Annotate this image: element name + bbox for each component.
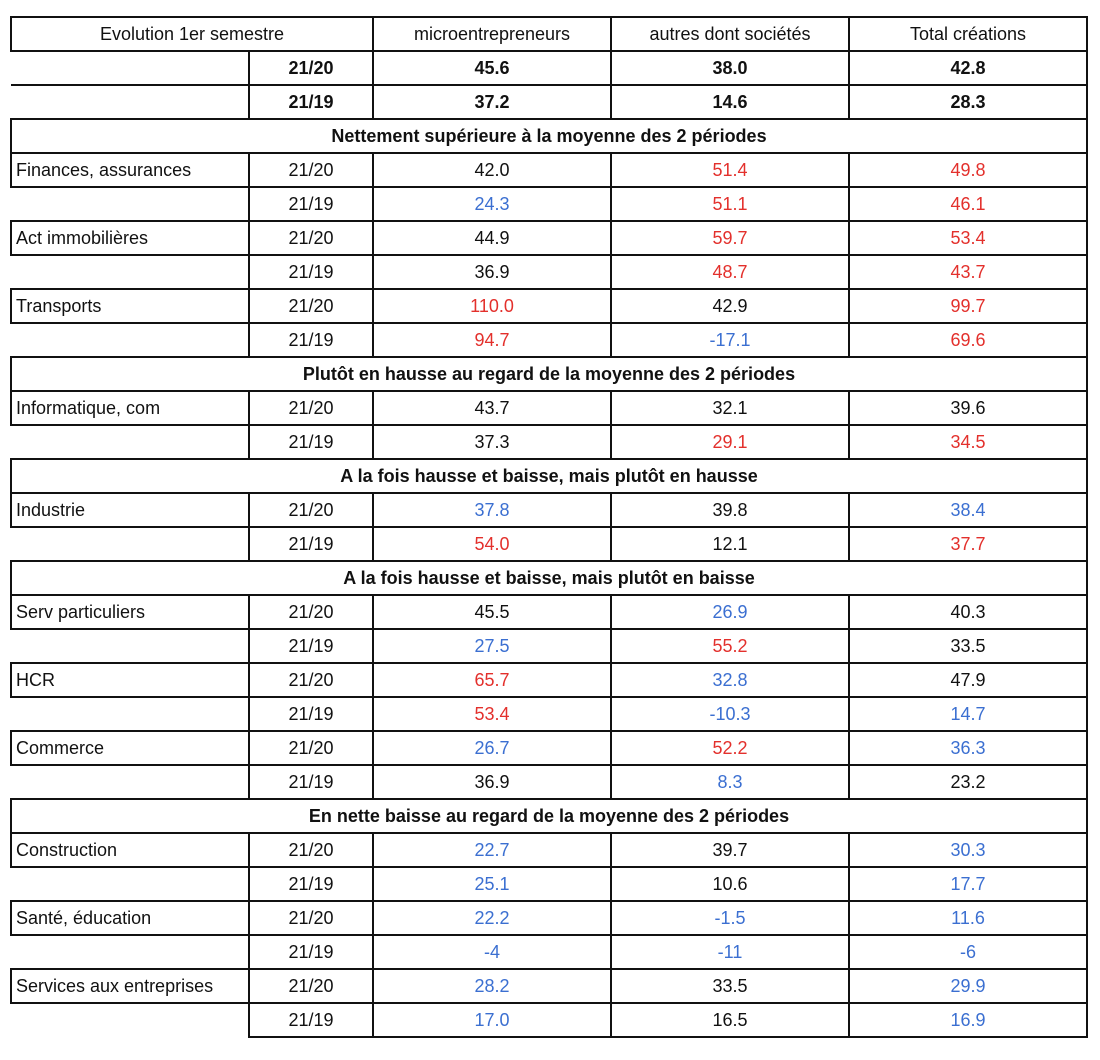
table-row xyxy=(11,697,1087,731)
sector-label: Santé, éducation xyxy=(11,901,249,935)
period-cell: 21/20 xyxy=(249,595,373,629)
section-row xyxy=(11,357,1087,391)
empty-cell xyxy=(11,51,249,85)
period-cell: 21/19 xyxy=(249,935,373,969)
value-cell: 55.2 xyxy=(611,629,849,663)
table-row xyxy=(11,731,1087,765)
table-row xyxy=(11,527,1087,561)
empty-cell xyxy=(11,935,249,969)
sector-label: HCR xyxy=(11,663,249,697)
value-cell: 12.1 xyxy=(611,527,849,561)
value-cell: 46.1 xyxy=(849,187,1087,221)
sector-label: Construction xyxy=(11,833,249,867)
period-cell: 21/20 xyxy=(249,391,373,425)
value-cell: 28.2 xyxy=(373,969,611,1003)
value-cell: 43.7 xyxy=(373,391,611,425)
value-cell: 28.3 xyxy=(849,85,1087,119)
value-cell: 30.3 xyxy=(849,833,1087,867)
period-cell: 21/19 xyxy=(249,867,373,901)
section-row xyxy=(11,799,1087,833)
value-cell: 14.7 xyxy=(849,697,1087,731)
table-row xyxy=(11,255,1087,289)
value-cell: -4 xyxy=(373,935,611,969)
value-cell: 45.6 xyxy=(373,51,611,85)
section-title: En nette baisse au regard de la moyenne des 2 périodes xyxy=(11,799,1087,833)
value-cell: 36.3 xyxy=(849,731,1087,765)
value-cell: 37.3 xyxy=(373,425,611,459)
section-row xyxy=(11,561,1087,595)
section-title: Plutôt en hausse au regard de la moyenne des 2 périodes xyxy=(11,357,1087,391)
table-row xyxy=(11,901,1087,935)
value-cell: 52.2 xyxy=(611,731,849,765)
total-row xyxy=(11,51,1087,85)
value-cell: 40.3 xyxy=(849,595,1087,629)
column-header: autres dont sociétés xyxy=(611,17,849,51)
period-cell: 21/19 xyxy=(249,527,373,561)
table-row xyxy=(11,289,1087,323)
table-body xyxy=(11,17,1087,1037)
value-cell: 51.4 xyxy=(611,153,849,187)
value-cell: 49.8 xyxy=(849,153,1087,187)
sector-label: Services aux entreprises xyxy=(11,969,249,1003)
table-row xyxy=(11,425,1087,459)
sector-label: Act immobilières xyxy=(11,221,249,255)
value-cell: 16.9 xyxy=(849,1003,1087,1037)
period-cell: 21/19 xyxy=(249,629,373,663)
period-cell: 21/19 xyxy=(249,425,373,459)
period-cell: 21/19 xyxy=(249,1003,373,1037)
table-row xyxy=(11,187,1087,221)
value-cell: 45.5 xyxy=(373,595,611,629)
value-cell: 17.7 xyxy=(849,867,1087,901)
empty-cell xyxy=(11,425,249,459)
value-cell: 36.9 xyxy=(373,765,611,799)
value-cell: -17.1 xyxy=(611,323,849,357)
value-cell: 25.1 xyxy=(373,867,611,901)
period-cell: 21/20 xyxy=(249,153,373,187)
value-cell: 34.5 xyxy=(849,425,1087,459)
period-cell: 21/19 xyxy=(249,697,373,731)
value-cell: 44.9 xyxy=(373,221,611,255)
value-cell: 42.8 xyxy=(849,51,1087,85)
empty-cell xyxy=(11,255,249,289)
table-row xyxy=(11,221,1087,255)
value-cell: 26.7 xyxy=(373,731,611,765)
value-cell: -11 xyxy=(611,935,849,969)
table-row xyxy=(11,629,1087,663)
empty-cell xyxy=(11,765,249,799)
sector-label: Finances, assurances xyxy=(11,153,249,187)
value-cell: 11.6 xyxy=(849,901,1087,935)
value-cell: -6 xyxy=(849,935,1087,969)
period-cell: 21/20 xyxy=(249,493,373,527)
table-row xyxy=(11,765,1087,799)
value-cell: 42.9 xyxy=(611,289,849,323)
value-cell: 38.0 xyxy=(611,51,849,85)
period-cell: 21/19 xyxy=(249,765,373,799)
section-title: A la fois hausse et baisse, mais plutôt en baisse xyxy=(11,561,1087,595)
value-cell: 54.0 xyxy=(373,527,611,561)
value-cell: 37.8 xyxy=(373,493,611,527)
table-row xyxy=(11,935,1087,969)
value-cell: 36.9 xyxy=(373,255,611,289)
section-row xyxy=(11,119,1087,153)
header-title: Evolution 1er semestre xyxy=(11,17,373,51)
creation-evolution-table xyxy=(10,16,1088,1038)
value-cell: 32.1 xyxy=(611,391,849,425)
table-row xyxy=(11,493,1087,527)
value-cell: -10.3 xyxy=(611,697,849,731)
period-cell: 21/19 xyxy=(249,187,373,221)
empty-cell xyxy=(11,867,249,901)
period-cell: 21/20 xyxy=(249,221,373,255)
table-row xyxy=(11,391,1087,425)
table-row xyxy=(11,969,1087,1003)
header-row xyxy=(11,17,1087,51)
value-cell: 38.4 xyxy=(849,493,1087,527)
value-cell: 8.3 xyxy=(611,765,849,799)
empty-cell xyxy=(11,527,249,561)
value-cell: 42.0 xyxy=(373,153,611,187)
value-cell: 39.6 xyxy=(849,391,1087,425)
value-cell: 39.8 xyxy=(611,493,849,527)
table-row xyxy=(11,595,1087,629)
value-cell: 53.4 xyxy=(373,697,611,731)
empty-cell xyxy=(11,1003,249,1037)
value-cell: 10.6 xyxy=(611,867,849,901)
value-cell: 33.5 xyxy=(849,629,1087,663)
value-cell: 33.5 xyxy=(611,969,849,1003)
table-row xyxy=(11,323,1087,357)
value-cell: 24.3 xyxy=(373,187,611,221)
section-title: Nettement supérieure à la moyenne des 2 périodes xyxy=(11,119,1087,153)
value-cell: 17.0 xyxy=(373,1003,611,1037)
value-cell: 65.7 xyxy=(373,663,611,697)
value-cell: 37.2 xyxy=(373,85,611,119)
value-cell: 47.9 xyxy=(849,663,1087,697)
period-cell: 21/19 xyxy=(249,323,373,357)
table-row xyxy=(11,867,1087,901)
sector-label: Commerce xyxy=(11,731,249,765)
table-row xyxy=(11,833,1087,867)
table-row xyxy=(11,663,1087,697)
value-cell: 26.9 xyxy=(611,595,849,629)
value-cell: 16.5 xyxy=(611,1003,849,1037)
value-cell: 22.2 xyxy=(373,901,611,935)
empty-cell xyxy=(11,697,249,731)
empty-cell xyxy=(11,187,249,221)
value-cell: 14.6 xyxy=(611,85,849,119)
period-cell: 21/19 xyxy=(249,255,373,289)
period-cell: 21/20 xyxy=(249,289,373,323)
period-cell: 21/20 xyxy=(249,833,373,867)
value-cell: 69.6 xyxy=(849,323,1087,357)
sector-label: Transports xyxy=(11,289,249,323)
column-header: Total créations xyxy=(849,17,1087,51)
value-cell: 22.7 xyxy=(373,833,611,867)
value-cell: 110.0 xyxy=(373,289,611,323)
period-cell: 21/19 xyxy=(249,85,373,119)
value-cell: 53.4 xyxy=(849,221,1087,255)
value-cell: 29.9 xyxy=(849,969,1087,1003)
sector-label: Industrie xyxy=(11,493,249,527)
value-cell: 29.1 xyxy=(611,425,849,459)
empty-cell xyxy=(11,629,249,663)
value-cell: 59.7 xyxy=(611,221,849,255)
period-cell: 21/20 xyxy=(249,969,373,1003)
section-row xyxy=(11,459,1087,493)
sector-label: Serv particuliers xyxy=(11,595,249,629)
value-cell: 51.1 xyxy=(611,187,849,221)
period-cell: 21/20 xyxy=(249,663,373,697)
value-cell: 43.7 xyxy=(849,255,1087,289)
period-cell: 21/20 xyxy=(249,51,373,85)
table-row xyxy=(11,1003,1087,1037)
table-row xyxy=(11,153,1087,187)
value-cell: 27.5 xyxy=(373,629,611,663)
value-cell: 39.7 xyxy=(611,833,849,867)
value-cell: 99.7 xyxy=(849,289,1087,323)
section-title: A la fois hausse et baisse, mais plutôt en hausse xyxy=(11,459,1087,493)
value-cell: 23.2 xyxy=(849,765,1087,799)
value-cell: 48.7 xyxy=(611,255,849,289)
empty-cell xyxy=(11,323,249,357)
total-row xyxy=(11,85,1087,119)
period-cell: 21/20 xyxy=(249,731,373,765)
column-header: microentrepreneurs xyxy=(373,17,611,51)
sector-label: Informatique, com xyxy=(11,391,249,425)
value-cell: -1.5 xyxy=(611,901,849,935)
value-cell: 37.7 xyxy=(849,527,1087,561)
empty-cell xyxy=(11,85,249,119)
value-cell: 32.8 xyxy=(611,663,849,697)
period-cell: 21/20 xyxy=(249,901,373,935)
value-cell: 94.7 xyxy=(373,323,611,357)
